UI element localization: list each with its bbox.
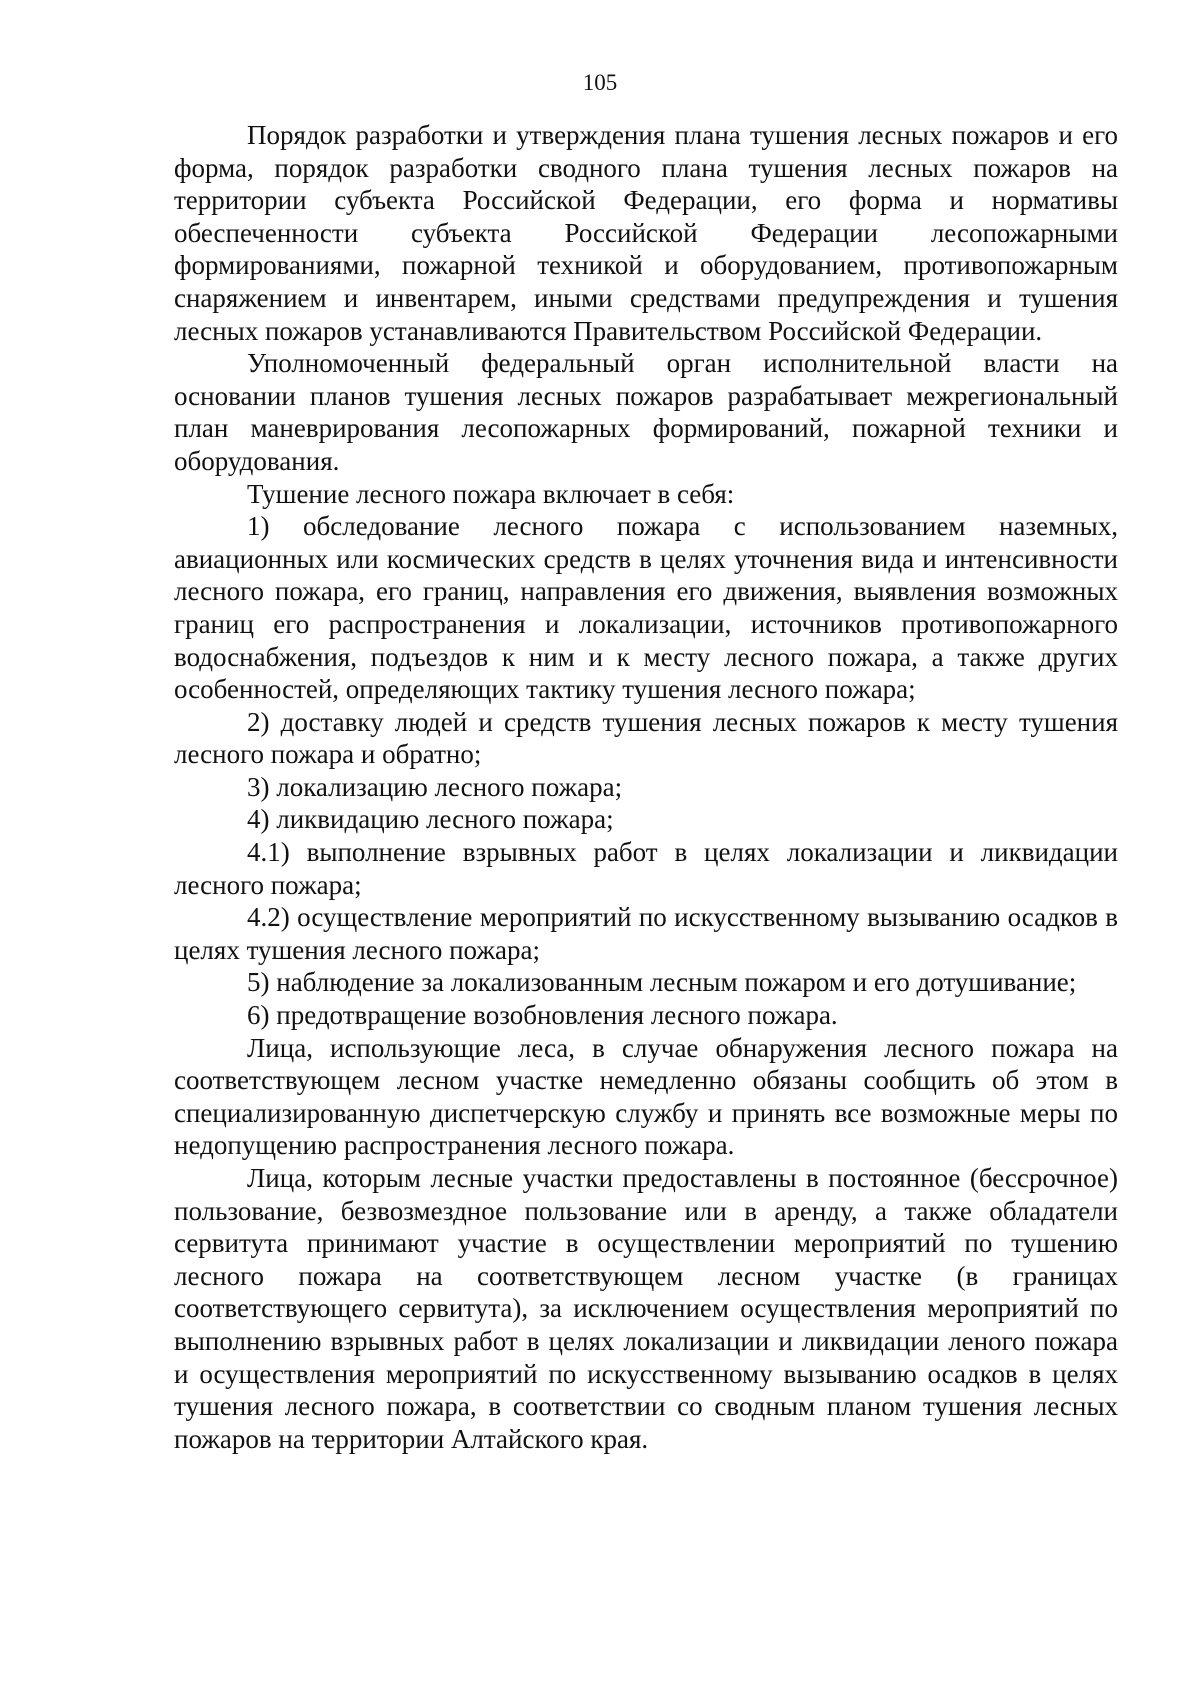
paragraph-forest-users: Лица, использующие леса, в случае обнаружения лесного пожара на соответствующем лесном участке немедленно обязаны сообщить об этом в специализированную диспетчерскую службу и принять все возможные меры по недопущению распространения лесного пожара. [174, 1032, 1118, 1161]
paragraph-extinguishing-includes: Тушение лесного пожара включает в себя: [247, 478, 735, 509]
list-item-2: 2) доставку людей и средств тушения лесных пожаров к месту тушения лесного пожара и обратно; [174, 706, 1118, 770]
list-item-4: 4) ликвидацию лесного пожара; [247, 804, 614, 835]
list-item-3: 3) локализацию лесного пожара; [247, 771, 623, 802]
paragraph-plan-order: Порядок разработки и утверждения плана тушения лесных пожаров и его форма, порядок разработки сводного плана тушения лесных пожаров на территории субъекта Российской Федерации, его форма и нормативы обеспеченности субъекта Российской Федерации лесопожарными формированиями, пожарной техникой и оборудованием, противопожарным снаряжением и инвентарем, иными средствами предупреждения и тушения лесных пожаров устанавливаются Правительством Российской Федерации. [174, 120, 1118, 346]
list-item-6: 6) предотвращение возобновления лесного пожара. [247, 1000, 838, 1031]
list-item-4-2: 4.2) осуществление мероприятий по искусственному вызыванию осадков в целях тушения лесного пожара; [174, 902, 1118, 965]
list-item-4-1: 4.1) выполнение взрывных работ в целях локализации и ликвидации лесного пожара; [174, 837, 1118, 900]
list-item-5: 5) наблюдение за локализованным лесным пожаром и его дотушивание; [247, 967, 1077, 998]
document-body [174, 119, 1118, 1455]
list-item-1: 1) обследование лесного пожара с использованием наземных, авиационных или космических средств в целях уточнения вида и интенсивности лесного пожара, его границ, направления его движения, выявления возможных границ его распространения и локализации, источников противопожарного водоснабжения, подъездов к ним и к месту лесного пожара, а также других особенностей, определяющих тактику тушения лесного пожара; [174, 511, 1118, 705]
paragraph-interregional-plan: Уполномоченный федеральный орган исполнительной власти на основании планов тушения лесных пожаров разрабатывает межрегиональный план маневрирования лесопожарных формирований, пожарной техники и оборудования. [174, 348, 1118, 476]
paragraph-leaseholders: Лица, которым лесные участки предоставлены в постоянное (бессрочное) пользование, безвозмездное пользование или в аренду, а также обладатели сервитута принимают участие в осуществлении мероприятий по тушению лесного пожара на соответствующем лесном участке (в границах соответствующего сервитута), за исключением осуществления мероприятий по выполнению взрывных работ в целях локализации и ликвидации леного пожара и осуществления мероприятий по искусственному вызыванию осадков в целях тушения лесного пожара, в соответствии со сводным планом тушения лесных пожаров на территории Алтайского края. [174, 1163, 1118, 1454]
page-number: 105 [582, 70, 618, 95]
